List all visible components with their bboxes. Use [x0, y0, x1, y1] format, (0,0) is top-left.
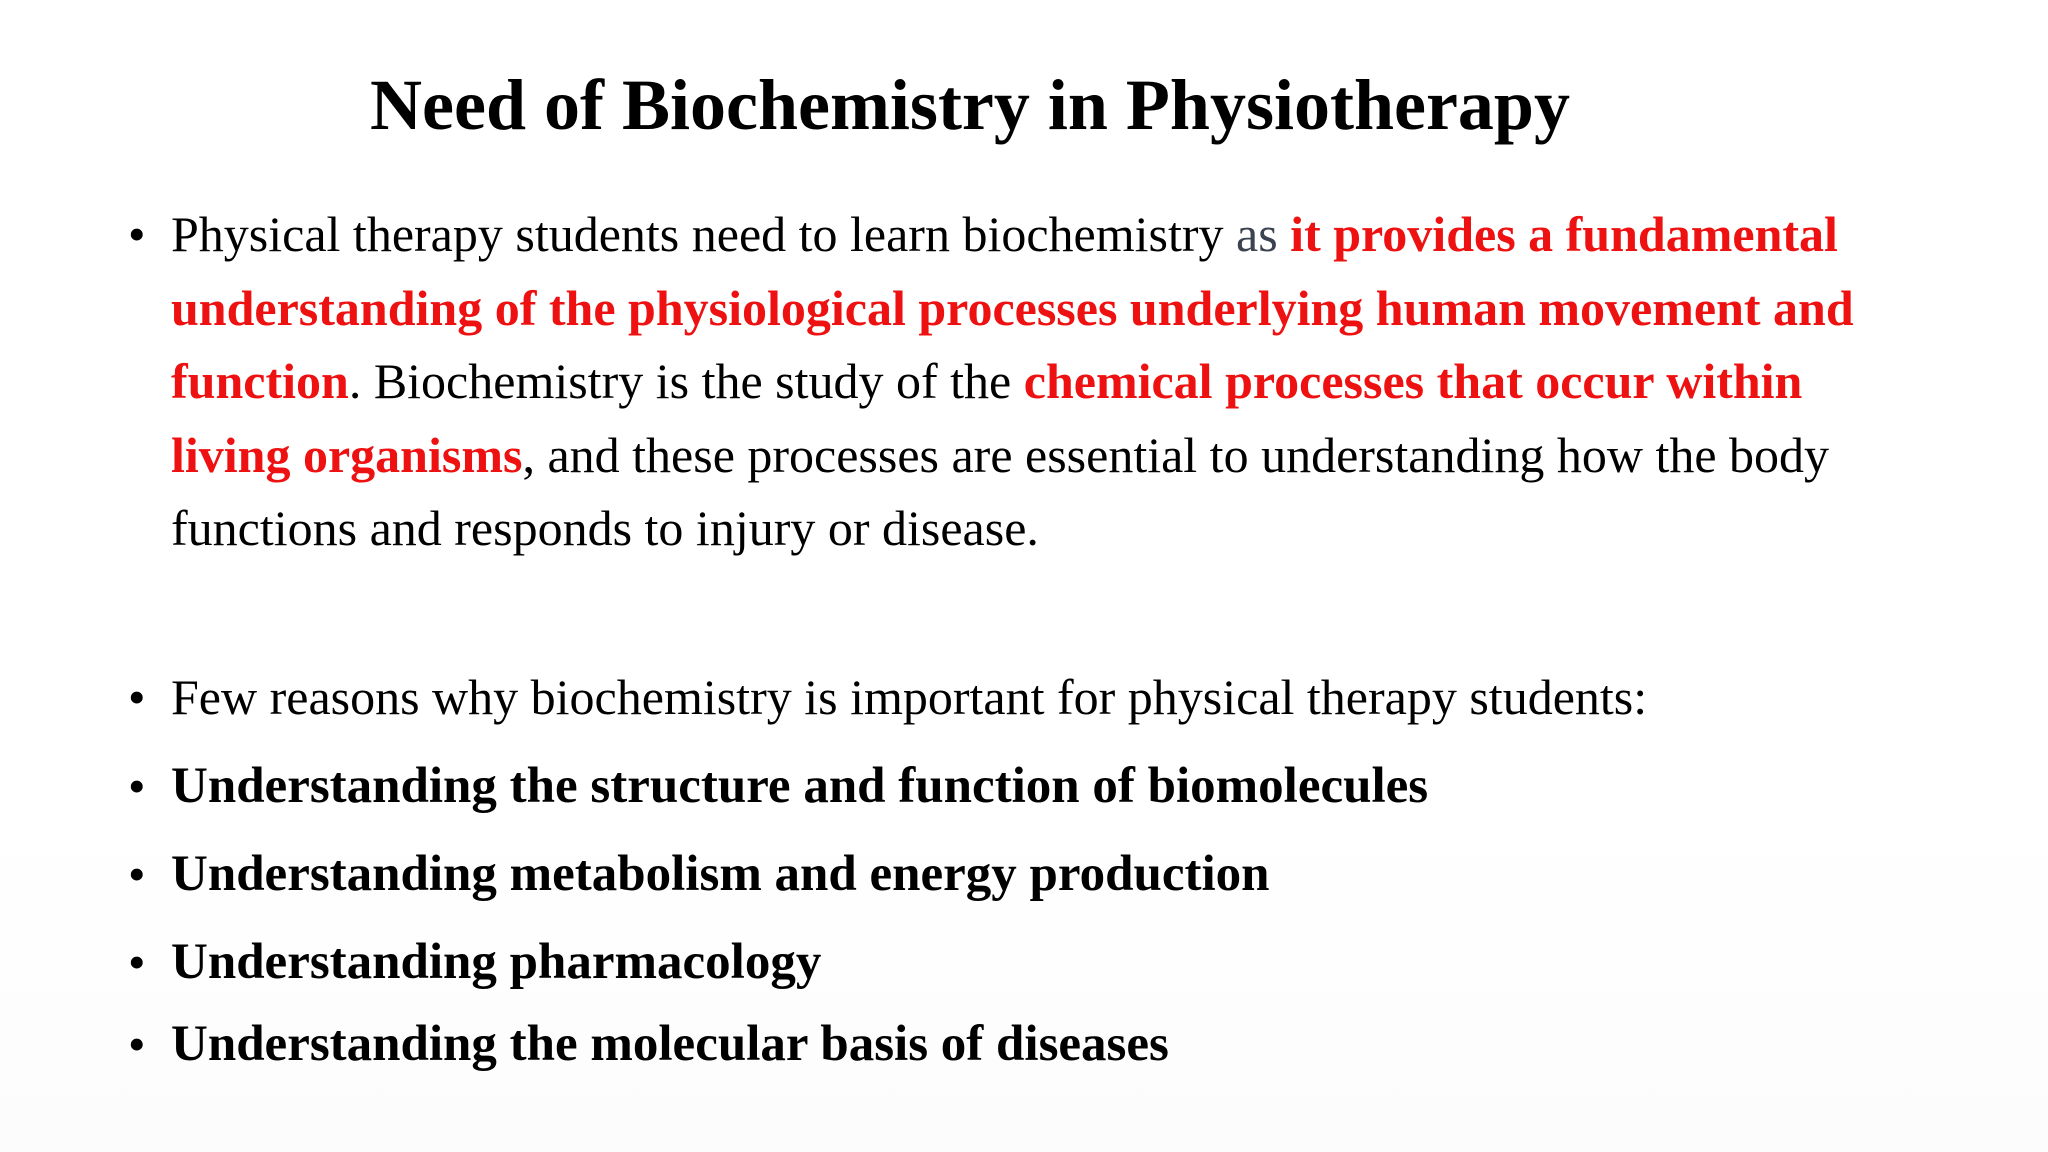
intro-paragraph	[171, 198, 1931, 566]
intro-text-2: as	[1236, 206, 1291, 262]
bullet-icon: •	[128, 206, 146, 262]
intro-text-3: . Biochemistry is the study of the	[348, 353, 1024, 409]
intro-text-4: , and these processes are essential to understanding how the body functions and responds to injury or disease.	[171, 426, 1830, 556]
intro-highlight-2: chemical processes that occur within living organisms	[171, 353, 1803, 483]
slide-title: Need of Biochemistry in Physiotherapy	[370, 65, 1570, 145]
bullet-icon: •	[128, 846, 146, 902]
reason-text: Understanding the structure and function of biomolecules	[171, 758, 1429, 814]
reason-text: Understanding metabolism and energy production	[171, 846, 1270, 902]
intro-text-1: Physical therapy students need to learn biochemistry	[171, 206, 1237, 262]
reasons-intro-text: Few reasons why biochemistry is important for physical therapy students:	[171, 669, 1648, 725]
bullet-icon: •	[128, 1016, 146, 1072]
bullet-icon: •	[128, 669, 146, 725]
bullet-icon: •	[128, 934, 146, 990]
reason-text: Understanding pharmacology	[171, 934, 822, 990]
reason-text: Understanding the molecular basis of diseases	[171, 1016, 1169, 1072]
bullet-icon: •	[128, 758, 146, 814]
intro-highlight-1: it provides a fundamental understanding of the physiological processes underlying human movement and function	[171, 206, 1854, 409]
